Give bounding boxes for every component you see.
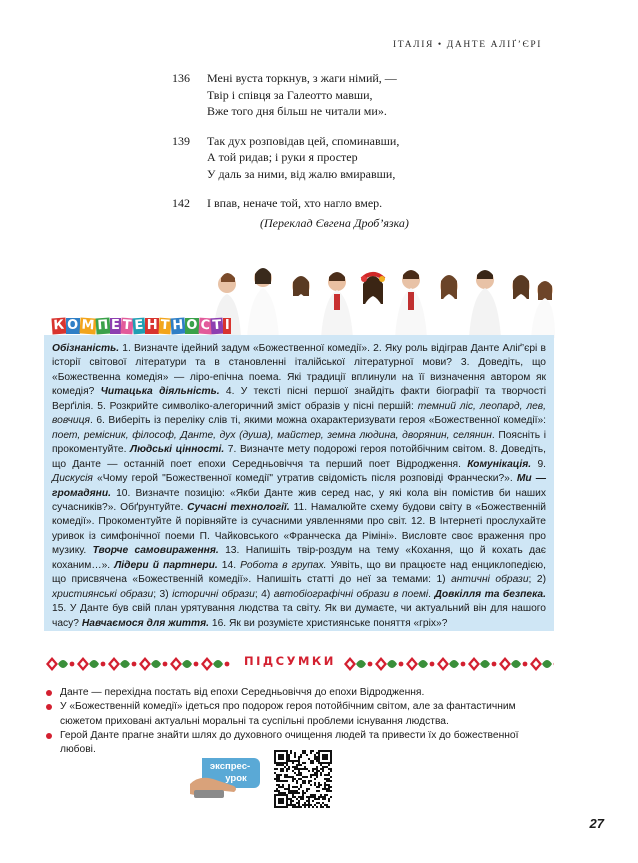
task-text-italic: автобіографічні образи в поемі xyxy=(273,588,429,600)
summary-title: ПІДСУМКИ xyxy=(244,654,336,668)
verse-line: Мені вуста торкнув, з жаги німий, — xyxy=(207,71,397,85)
embroidery-motif xyxy=(139,657,167,671)
task-text-italic: християнські образи xyxy=(52,588,154,600)
task-text: . xyxy=(428,588,435,600)
verse-line: А той ридав; і руки я простер xyxy=(207,150,358,164)
task-category: Творче самовираження. xyxy=(92,545,219,557)
banner-letter: Т xyxy=(160,317,171,334)
running-header: ІТАЛІЯ • ДАНТЕ АЛІҐ’ЄРІ xyxy=(393,40,542,50)
summary-item: Герой Данте прагне знайти шлях до духовного очищення людей та привести їх до божественної любові. xyxy=(44,729,550,758)
task-text: ; 3) xyxy=(153,588,173,600)
bullet-icon xyxy=(46,690,52,696)
task-text-italic: Робота в групах. xyxy=(240,559,327,571)
bullet-icon xyxy=(46,704,52,710)
task-text: ; 4) xyxy=(254,588,274,600)
task-text: «Чому герой "Божественної комедії" утратив свідомість після розповіді Франчески?». xyxy=(92,473,517,485)
task-text: 9. xyxy=(531,458,546,470)
banner-letter: І xyxy=(224,318,230,333)
task-category: Навчаємося для життя. xyxy=(81,617,210,629)
task-text: 14. xyxy=(217,559,241,571)
task-text: 7. Визначте мету подорожі героя потойбічним світом. 8. Доведіть, що Данте — останній поет епохи Середньовіччя та перший поет Відродження. xyxy=(52,444,546,470)
stanza xyxy=(172,70,552,120)
summary-list xyxy=(44,686,550,757)
embroidery-motif xyxy=(437,657,465,671)
line-number: 139 xyxy=(172,133,190,148)
task-text-italic: Дискусія xyxy=(52,473,93,485)
task-text-italic: поет, ремісник, філософ, Данте, дух (душа), майстер, земна людина, дворянин, селянин xyxy=(52,429,492,441)
translator-credit: (Переклад Євгена Дроб’язка) xyxy=(260,215,409,230)
banner-letter: Е xyxy=(134,317,145,334)
task-text-italic: темний ліс, леопард, лев, вовчиця xyxy=(52,400,547,427)
express-lesson-icon xyxy=(188,754,266,802)
banner-letter: Т xyxy=(122,317,133,334)
task-category: Довкілля та безпека. xyxy=(434,588,546,600)
express-label-line1: экспрес- xyxy=(209,761,251,772)
task-category: Людські цінності. xyxy=(130,444,225,456)
stanza xyxy=(172,133,552,183)
line-number: 142 xyxy=(172,196,190,210)
banner-letter: Е xyxy=(111,318,120,333)
task-category: Сучасні технології. xyxy=(187,501,290,513)
task-category: Читацька діяльність. xyxy=(100,386,220,398)
task-category: Обізнаність. xyxy=(52,343,120,354)
task-text: 15. У Данте був свій план урятування людства та світу. Як ви думаєте, чи актуальний він для нашого часу? xyxy=(52,603,546,629)
page-number: 27 xyxy=(589,816,604,831)
verse-line: І впав, неначе той, хто нагло вмер. xyxy=(207,196,383,210)
bullet-icon xyxy=(46,733,52,739)
task-text: ; 2) xyxy=(528,574,547,586)
embroidery-motif xyxy=(344,657,372,671)
banner-letter: Т xyxy=(212,317,223,334)
banner-letter: М xyxy=(80,317,95,334)
task-text-italic: історичні образи xyxy=(172,588,255,600)
task-category: Ми — громадяни. xyxy=(52,473,546,499)
competencies-tasks xyxy=(44,335,554,631)
verse-line: Так дух розповідав цей, споминавши, xyxy=(207,133,400,148)
banner-letter: Н xyxy=(146,318,158,333)
task-text: . Поясніть і прокоментуйте. xyxy=(52,429,546,456)
embroidery-motif xyxy=(375,657,403,671)
task-text: . 6. Виберіть із переліку слів ті, якими можна охарактеризувати героя «Божественної комедії»: xyxy=(89,415,546,427)
embroidery-motif xyxy=(170,657,198,671)
banner-letter: О xyxy=(186,318,198,333)
stanza xyxy=(172,195,552,212)
embroidery-motif xyxy=(530,657,554,671)
embroidery-motif xyxy=(201,657,229,671)
banner-letter: К xyxy=(52,317,65,334)
summary-item: У «Божественній комедії» ідеться про подорож героя потойбічним світом, але за фантастичним сюжетом приховані актуальні моральні та суспільні проблеми існування людства. xyxy=(44,700,550,729)
task-category: Комунікація. xyxy=(467,458,532,470)
embroidery-motif xyxy=(108,657,136,671)
qr-code[interactable] xyxy=(274,750,332,808)
verse-line: Твір і співця за Галеотто мавши, xyxy=(207,87,373,102)
task-text-italic: античні образи xyxy=(451,574,529,586)
task-text: 10. Визначте позицію: «Якби Данте жив серед нас, у які кола він помістив би наших сучасників?». Обґрунтуйте. xyxy=(52,487,546,513)
embroidery-motif xyxy=(77,657,105,671)
summary-item: Данте — перехідна постать від епохи Середньовіччя до епохи Відродження. xyxy=(44,686,550,700)
competencies-banner xyxy=(52,316,231,334)
banner-letter: Н xyxy=(171,317,184,334)
task-text: Уявіть, що ви працюєте над енциклопедією, що присвячена «Божественній комедії». Напишіть статті до неї за темами: 1) xyxy=(52,559,546,586)
embroidery-motif xyxy=(46,657,74,671)
banner-letter: О xyxy=(67,318,79,333)
embroidery-motif xyxy=(406,657,434,671)
task-text: 4. У тексті пісні першої знайдіть факти біографії та творчості Верґілія. 5. Розкрийте символіко-алегоричний зміст образів у пісні першій: xyxy=(52,386,546,412)
embroidery-motif xyxy=(468,657,496,671)
task-text: 11. Намалюйте схему будови світу в «Божественній комедії». Прокоментуйте й порівняйте із сучасними уявленнями про світ. 12. В Інтернеті прослухайте уривок із симфонічної поеми П. Чайковського «Франческа да Ріміні». Висловте своє враження про музику. xyxy=(52,501,546,557)
task-category: Лідери й партнери. xyxy=(114,559,218,571)
line-number: 136 xyxy=(172,71,190,85)
task-text: 1. Визначте ідейний задум «Божественної комедії». 2. Яку роль відіграв Данте Аліґ’єрі в історії світової літератури та в становленні італійської літературної мови? 3. Доведіть, що «Божественна комедія» — ліро-епічна поема. Які традиції вплинули на її визначення автором як комедія? xyxy=(52,343,546,398)
verse-line: У даль за ними, від жалю вмиравши, xyxy=(207,166,396,181)
verse-line: Вже того дня більш не читали ми». xyxy=(207,104,387,118)
banner-letter: П xyxy=(96,317,109,334)
poem-excerpt xyxy=(172,70,552,231)
task-text: 13. Напишіть твір-роздум на тему «Кохання, що й кохать дає коханим…». xyxy=(52,545,547,571)
embroidery-motif xyxy=(499,657,527,671)
express-label-line2: урок xyxy=(225,773,247,784)
task-text: 16. Як ви розумієте християнське поняття «гріх»? xyxy=(209,617,448,629)
banner-letter: С xyxy=(199,317,211,334)
students-photo xyxy=(205,264,555,338)
